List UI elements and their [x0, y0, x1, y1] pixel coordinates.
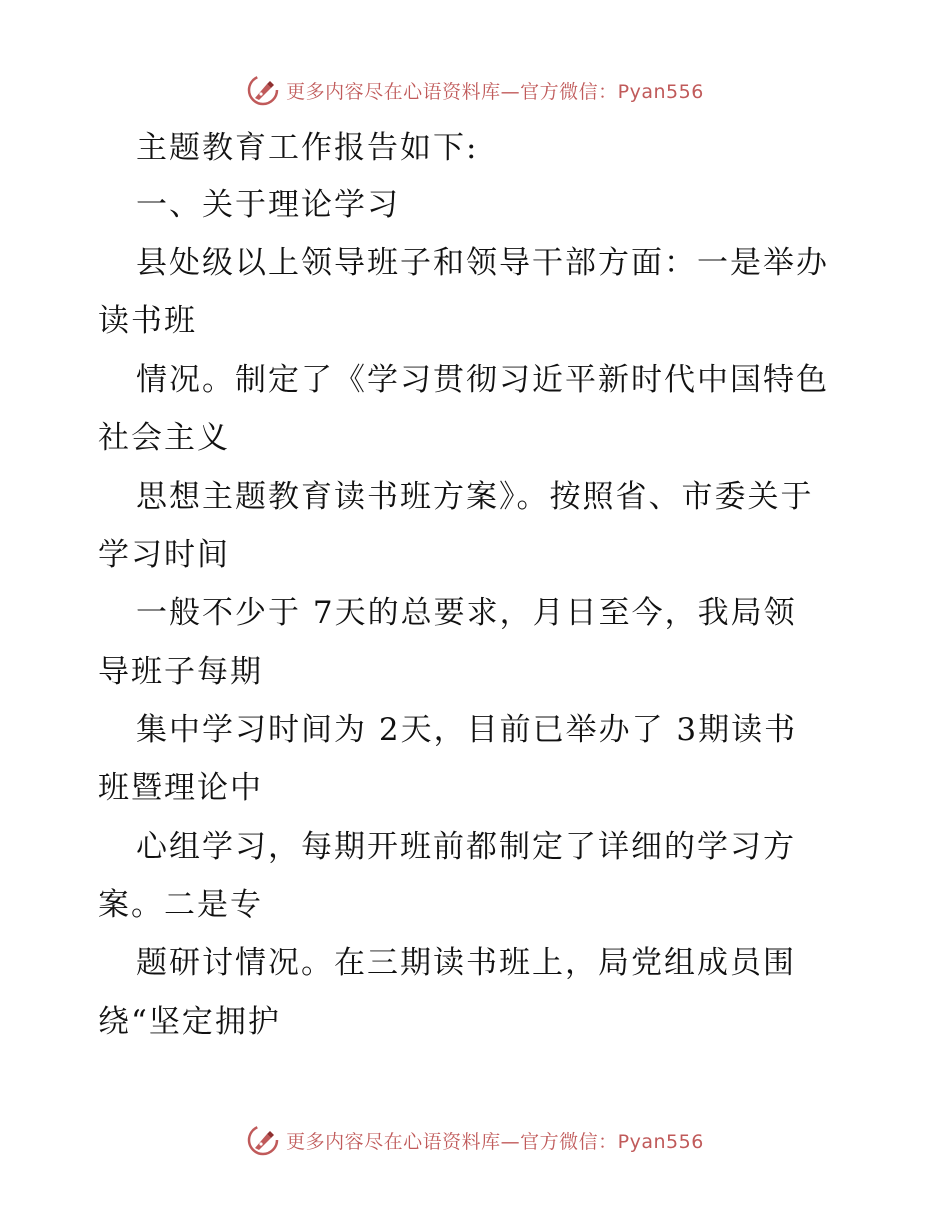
doc-line-6: 社会主义 — [98, 420, 230, 456]
doc-line-12: 班暨理论中 — [98, 770, 263, 806]
doc-line-10: 导班子每期 — [98, 654, 263, 690]
doc-line-8: 学习时间 — [98, 537, 230, 573]
pen-nib-swirl-icon — [246, 1123, 280, 1157]
doc-line-4: 读书班 — [98, 303, 197, 339]
footer-watermark-text: 更多内容尽在心语资料库—官方微信：Pyan556 — [286, 1130, 704, 1153]
doc-line-7: 思想主题教育读书班方案》。按照省、市委关于 — [136, 479, 814, 515]
header-watermark-text: 更多内容尽在心语资料库—官方微信：Pyan556 — [286, 80, 704, 103]
footer-watermark — [0, 1120, 950, 1160]
doc-line-1: 主题教育工作报告如下: — [136, 130, 479, 166]
doc-line-16: 绕“坚定拥护 — [98, 1004, 281, 1040]
footer-watermark-content — [246, 1123, 704, 1157]
doc-line-2: 一、关于理论学习 — [136, 187, 400, 223]
doc-line-11: 集中学习时间为 2天，目前已举办了 3期读书 — [136, 712, 798, 748]
doc-line-15: 题研讨情况。在三期读书班上，局党组成员围 — [136, 945, 796, 981]
doc-line-13: 心组学习，每期开班前都制定了详细的学习方 — [136, 829, 796, 865]
doc-line-3: 县处级以上领导班子和领导干部方面：一是举办 — [136, 245, 829, 281]
doc-line-9: 一般不少于 7天的总要求，月日至今，我局领 — [136, 595, 797, 631]
doc-line-14: 案。二是专 — [98, 887, 263, 923]
doc-line-5: 情况。制定了《学习贯彻习近平新时代中国特色 — [136, 362, 829, 398]
